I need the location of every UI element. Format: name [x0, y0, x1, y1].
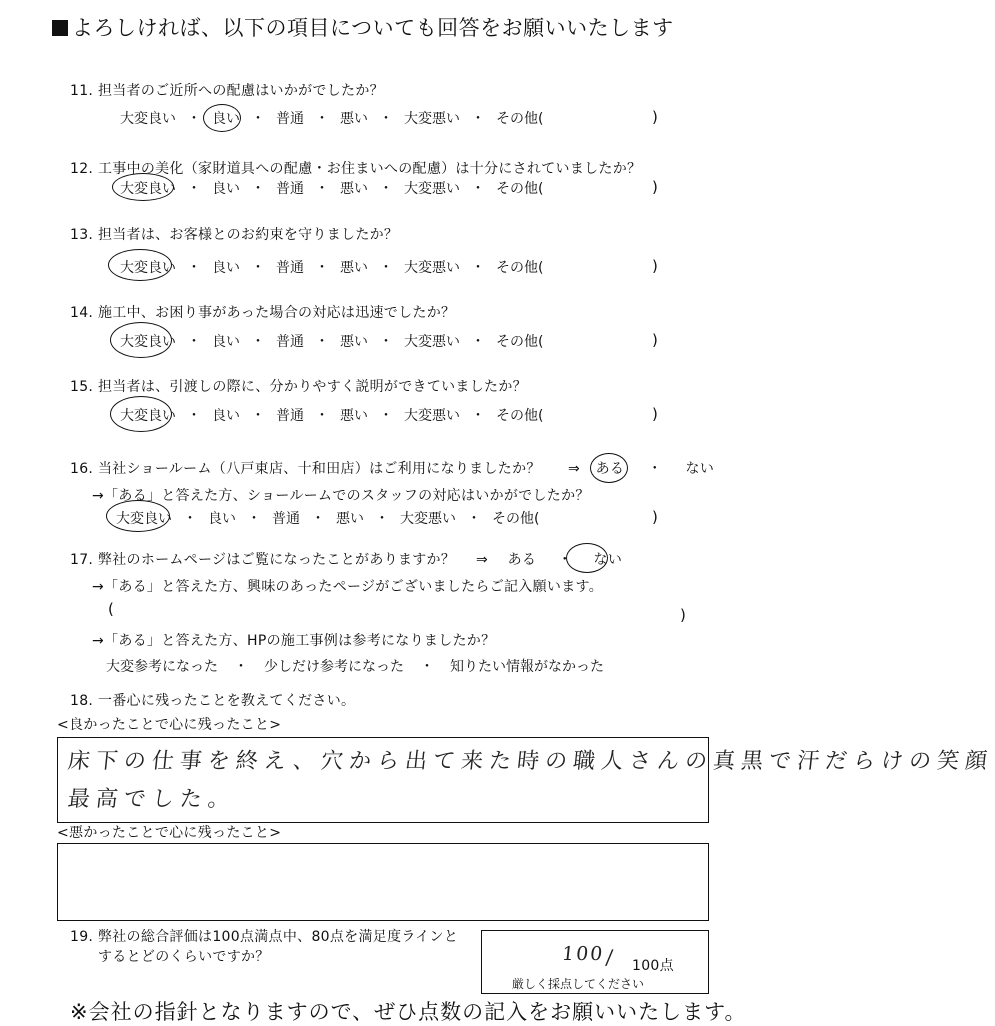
- close-paren: ): [652, 108, 658, 126]
- dot-separator: ・: [557, 552, 573, 568]
- answer-circle: [106, 500, 170, 532]
- question-number: 17.: [70, 552, 94, 568]
- answer-circle: [110, 396, 172, 432]
- option-other[interactable]: その他(: [496, 334, 544, 350]
- option-bad[interactable]: 悪い: [336, 511, 364, 527]
- question-text: 弊社のホームページはご覧になったことがありますか？: [97, 552, 456, 568]
- arrow-right-icon: ⇒: [476, 552, 489, 568]
- answer-circle: [110, 322, 172, 358]
- option-very-good[interactable]: 大変良い: [120, 334, 176, 350]
- question-text: 担当者は、引渡しの際に、分かりやすく説明ができていましたか？: [97, 379, 527, 395]
- option-very-good[interactable]: 大変良い: [120, 260, 176, 276]
- question-13: [70, 224, 398, 244]
- arrow-right-icon: ⇒: [568, 461, 581, 477]
- handwritten-answer-line-1: 床下の仕事を終え、穴から出て来た時の職人さんの真黒で汗だらけの笑顔: [66, 749, 995, 774]
- question-number: 13.: [70, 227, 94, 243]
- question-text: 弊社の総合評価は100点満点中、80点を満足度ラインと: [97, 929, 459, 945]
- option-other[interactable]: その他(: [492, 511, 540, 527]
- rating-options-12: 大変良い ・ 良い ・ 普通 ・ 悪い ・ 大変悪い ・ その他(: [120, 181, 544, 197]
- score-note: 厳しく採点してください: [512, 977, 645, 991]
- option-average[interactable]: 普通: [276, 334, 304, 350]
- option-bad[interactable]: 悪い: [340, 260, 368, 276]
- q17-sub2-options: 大変参考になった ・ 少しだけ参考になった ・ 知りたい情報がなかった: [106, 659, 604, 675]
- answer-circle: [108, 249, 172, 281]
- square-bullet-icon: [52, 20, 68, 36]
- question-text: 施工中、お困り事があった場合の対応は迅速でしたか？: [97, 305, 456, 321]
- rating-options-11: 大変良い ・ 良い ・ 普通 ・ 悪い ・ 大変悪い ・ その他(: [120, 111, 544, 127]
- rating-options-15: 大変良い ・ 良い ・ 普通 ・ 悪い ・ 大変悪い ・ その他(: [120, 408, 544, 424]
- option-very-bad[interactable]: 大変悪い: [404, 111, 460, 127]
- question-text: 当社ショールーム（八戸東店、十和田店）はご利用になりましたか？: [97, 461, 541, 477]
- question-18: [70, 690, 355, 710]
- bad-memory-box[interactable]: [57, 843, 709, 921]
- option-average[interactable]: 普通: [276, 260, 304, 276]
- option-other[interactable]: その他(: [496, 181, 544, 197]
- option-good[interactable]: 良い: [212, 181, 240, 197]
- q17-sub-question-2: →「ある」と答えた方、HPの施工事例は参考になりましたか？: [92, 633, 496, 649]
- score-box[interactable]: [481, 930, 709, 994]
- question-text: 工事中の美化（家財道具への配慮・お住まいへの配慮）は十分にされていましたか？: [97, 161, 642, 177]
- question-text: 一番心に残ったことを教えてください。: [97, 693, 356, 709]
- answer-circle: [203, 104, 241, 132]
- handwritten-score: 100: [560, 943, 606, 965]
- question-16: [70, 458, 541, 478]
- question-17: [70, 549, 455, 569]
- question-text: 担当者のご近所への配慮はいかがでしたか？: [97, 83, 384, 99]
- rating-options-16: 大変良い ・ 良い ・ 普通 ・ 悪い ・ 大変悪い ・ その他(: [116, 511, 540, 527]
- option-average[interactable]: 普通: [276, 111, 304, 127]
- option-average[interactable]: 普通: [276, 408, 304, 424]
- option-other[interactable]: その他(: [496, 408, 544, 424]
- handwritten-answer-line-2: 最高でした。: [66, 787, 238, 812]
- option-bad[interactable]: 悪い: [340, 111, 368, 127]
- dot-separator: ・: [647, 461, 663, 477]
- option-average[interactable]: 普通: [272, 511, 300, 527]
- question-number: 11.: [70, 83, 94, 99]
- close-paren: ): [652, 405, 658, 423]
- q16-sub-question: →「ある」と答えた方、ショールームでのスタッフの対応はいかがでしたか？: [92, 488, 590, 504]
- option-slightly-helpful[interactable]: 少しだけ参考になった: [264, 659, 404, 675]
- question-15: [70, 376, 527, 396]
- option-no[interactable]: ない: [593, 552, 623, 568]
- option-bad[interactable]: 悪い: [340, 408, 368, 424]
- answer-circle: [566, 543, 608, 573]
- option-very-bad[interactable]: 大変悪い: [404, 260, 460, 276]
- good-memory-label: <良かったことで心に残ったこと>: [57, 717, 282, 733]
- answer-circle: [112, 173, 174, 201]
- page-header: よろしければ、以下の項目についても回答をお願いいたします: [52, 12, 674, 42]
- close-paren: ): [652, 331, 658, 349]
- option-good[interactable]: 良い: [212, 260, 240, 276]
- option-very-bad[interactable]: 大変悪い: [404, 334, 460, 350]
- option-bad[interactable]: 悪い: [340, 181, 368, 197]
- option-other[interactable]: その他(: [496, 260, 544, 276]
- option-good[interactable]: 良い: [212, 408, 240, 424]
- option-very-good[interactable]: 大変良い: [120, 181, 176, 197]
- question-number: 12.: [70, 161, 94, 177]
- bad-memory-label: <悪かったことで心に残ったこと>: [57, 825, 282, 841]
- question-text: 担当者は、お客様とのお約束を守りましたか？: [97, 227, 399, 243]
- good-memory-box[interactable]: [57, 737, 995, 823]
- question-number: 16.: [70, 461, 94, 477]
- open-paren: (: [108, 600, 114, 618]
- question-number: 18.: [70, 693, 94, 709]
- question-14: [70, 302, 455, 322]
- option-good[interactable]: 良い: [212, 334, 240, 350]
- close-paren: ): [652, 257, 658, 275]
- option-other[interactable]: その他(: [496, 111, 544, 127]
- answer-circle: [590, 453, 628, 483]
- option-very-bad[interactable]: 大変悪い: [404, 181, 460, 197]
- option-yes[interactable]: ある: [595, 461, 625, 477]
- question-11: [70, 80, 384, 100]
- question-number: 14.: [70, 305, 94, 321]
- option-very-good[interactable]: 大変良い: [116, 511, 172, 527]
- option-very-good[interactable]: 大変良い: [120, 111, 176, 127]
- question-19: [70, 926, 458, 946]
- question-number: 19.: [70, 929, 94, 945]
- option-good[interactable]: 良い: [208, 511, 236, 527]
- option-bad[interactable]: 悪い: [340, 334, 368, 350]
- option-very-helpful[interactable]: 大変参考になった: [106, 659, 218, 675]
- close-paren: ): [652, 508, 658, 526]
- question-number: 15.: [70, 379, 94, 395]
- option-not-helpful[interactable]: 知りたい情報がなかった: [450, 659, 604, 675]
- option-yes[interactable]: ある: [507, 552, 537, 568]
- option-very-bad[interactable]: 大変悪い: [404, 408, 460, 424]
- score-max: 100点: [632, 958, 674, 974]
- option-very-bad[interactable]: 大変悪い: [400, 511, 456, 527]
- footer-note: ※会社の指針となりますので、ぜひ点数の記入をお願いいたします。: [70, 1000, 747, 1024]
- rating-options-14: 大変良い ・ 良い ・ 普通 ・ 悪い ・ 大変悪い ・ その他(: [120, 334, 544, 350]
- option-average[interactable]: 普通: [276, 181, 304, 197]
- option-no[interactable]: ない: [685, 461, 715, 477]
- option-very-good[interactable]: 大変良い: [120, 408, 176, 424]
- question-19-line-2: するとどのくらいですか？: [98, 949, 270, 965]
- rating-options-13: 大変良い ・ 良い ・ 普通 ・ 悪い ・ 大変悪い ・ その他(: [120, 260, 544, 276]
- option-good[interactable]: 良い: [212, 111, 240, 127]
- close-paren: ): [680, 606, 686, 624]
- q17-sub-question-1: →「ある」と答えた方、興味のあったページがございましたらご記入願います。: [92, 579, 603, 595]
- score-slash: /: [604, 945, 621, 969]
- close-paren: ): [652, 178, 658, 196]
